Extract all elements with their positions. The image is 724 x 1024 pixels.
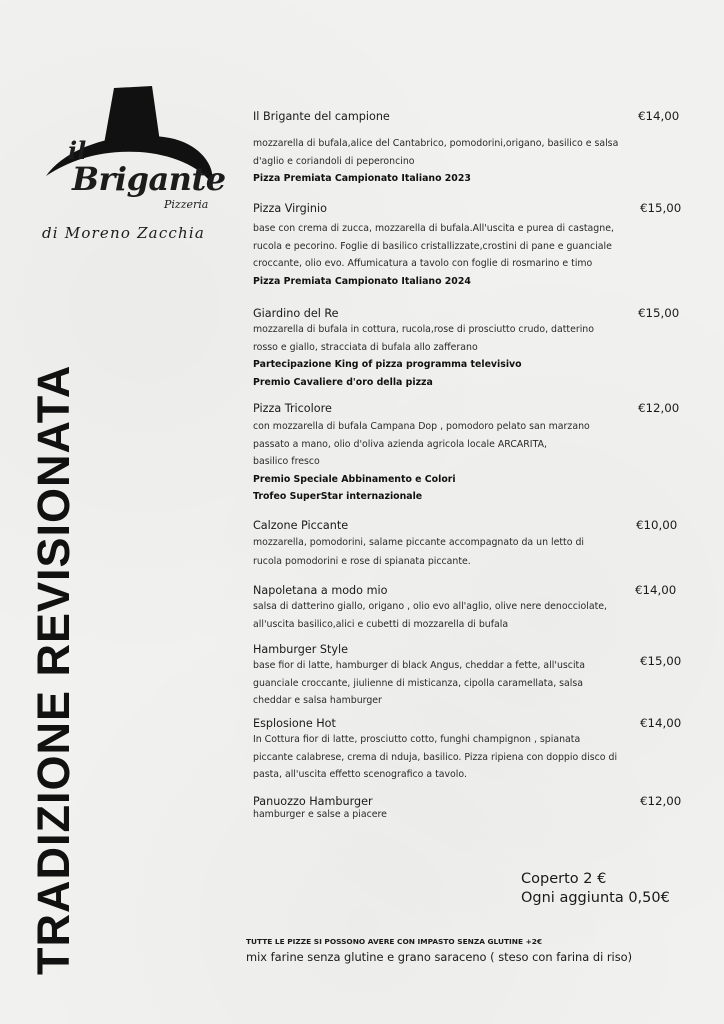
menu-item [253, 716, 693, 784]
menu-item [253, 109, 693, 188]
item-description-line: mozzarella, pomodorini, salame piccante accompagnato da un letto di [253, 537, 585, 548]
item-name: Il Brigante del campione [253, 110, 390, 123]
item-name: Giardino del Re [253, 307, 339, 320]
item-award: Premio Cavaliere d'oro della pizza [253, 376, 433, 388]
item-description-line: croccante, olio evo. Affumicatura a tavolo con foglie di rosmarino e timo [253, 258, 593, 269]
coperto-text: Coperto 2 € [521, 871, 607, 887]
logo-il-text: il [68, 136, 87, 165]
item-description-line: all'uscita basilico,alici e cubetti di mozzarella di bufala [253, 618, 509, 630]
menu-item [253, 794, 693, 821]
item-description-line: mozzarella di bufala,alice del Cantabrico, pomodorini,origano, basilico e salsa [253, 138, 619, 149]
item-price: €15,00 [640, 201, 682, 215]
item-name: Pizza Tricolore [253, 402, 332, 415]
extras [521, 870, 670, 908]
item-price: €15,00 [640, 654, 682, 668]
item-description-line: rosso e giallo, stracciata di bufala allo zafferano [253, 341, 478, 353]
item-name: Hamburger Style [253, 643, 349, 656]
menu-item [253, 306, 693, 391]
item-price: €12,00 [638, 401, 680, 415]
aggiunta-text: Ogni aggiunta 0,50€ [521, 890, 670, 906]
gluten-free-text: mix farine senza glutine e grano saraceno ( steso con farina di riso) [246, 950, 633, 964]
item-description-line: base con crema di zucca, mozzarella di bufala.All'uscita e purea di castagne, [253, 223, 614, 234]
item-description-line: rucola pomodorini e rose di spianata piccante. [253, 556, 471, 567]
item-name: Pizza Virginio [253, 202, 327, 215]
item-price: €15,00 [638, 306, 680, 320]
item-name: Calzone Piccante [253, 519, 349, 532]
item-description-line: guanciale croccante, jiulienne di misticanza, cipolla caramellata, salsa [253, 677, 584, 689]
vertical-title: TRADIZIONE REVISIONATA [28, 364, 79, 975]
item-price: €10,00 [636, 518, 678, 532]
item-description-line: con mozzarella di bufala Campana Dop , pomodoro pelato san marzano [253, 421, 590, 432]
item-price: €12,00 [640, 794, 682, 808]
menu-item [253, 401, 693, 506]
item-description-line: pasta, all'uscita effetto scenografico a tavolo. [253, 769, 467, 780]
item-description-line: basilico fresco [253, 456, 320, 467]
item-description-line: cheddar e salsa hamburger [253, 695, 382, 706]
item-award: Pizza Premiata Campionato Italiano 2023 [253, 173, 471, 184]
item-description-line: passato a mano, olio d'oliva azienda agricola locale ARCARITA, [253, 438, 547, 450]
item-award: Partecipazione King of pizza programma televisivo [253, 359, 522, 370]
item-price: €14,00 [640, 716, 682, 730]
item-description-line: hamburger e salse a piacere [253, 809, 387, 820]
item-name: Panuozzo Hamburger [253, 795, 373, 808]
item-award: Trofeo SuperStar internazionale [253, 491, 423, 502]
logo-brand-name: Brigante [72, 160, 226, 198]
logo-subtitle: Pizzeria [164, 198, 209, 211]
item-description-line: piccante calabrese, crema di nduja, basilico. Pizza ripiena con doppio disco di [253, 751, 618, 763]
item-name: Esplosione Hot [253, 717, 336, 730]
item-description-line: In Cottura fior di latte, prosciutto cotto, funghi champignon , spianata [253, 734, 581, 745]
menu-item [253, 518, 693, 571]
item-award: Pizza Premiata Campionato Italiano 2024 [253, 275, 471, 287]
item-description-line: salsa di datterino giallo, origano , olio evo all'aglio, olive nere denocciolate, [253, 601, 608, 612]
item-name: Napoletana a modo mio [253, 584, 388, 597]
menu-item [253, 201, 693, 290]
menu-item [253, 583, 693, 633]
logo-owner: di Moreno Zacchia [42, 224, 206, 242]
item-description-line: rucola e pecorino. Foglie di basilico cristallizzate,crostini di pane e guanciale [253, 240, 612, 252]
item-description-line: d'aglio e coriandoli di peperoncino [253, 155, 415, 167]
gluten-free-title: TUTTE LE PIZZE SI POSSONO AVERE CON IMPASTO SENZA GLUTINE +2€ [246, 937, 543, 946]
menu-item [253, 642, 693, 710]
item-award: Premio Speciale Abbinamento e Colori [253, 473, 456, 485]
item-description-line: mozzarella di bufala in cottura, rucola,rose di prosciutto crudo, datterino [253, 324, 594, 335]
item-price: €14,00 [635, 583, 677, 597]
item-price: €14,00 [638, 109, 680, 123]
item-description-line: base fior di latte, hamburger di black Angus, cheddar a fette, all'uscita [253, 660, 585, 671]
